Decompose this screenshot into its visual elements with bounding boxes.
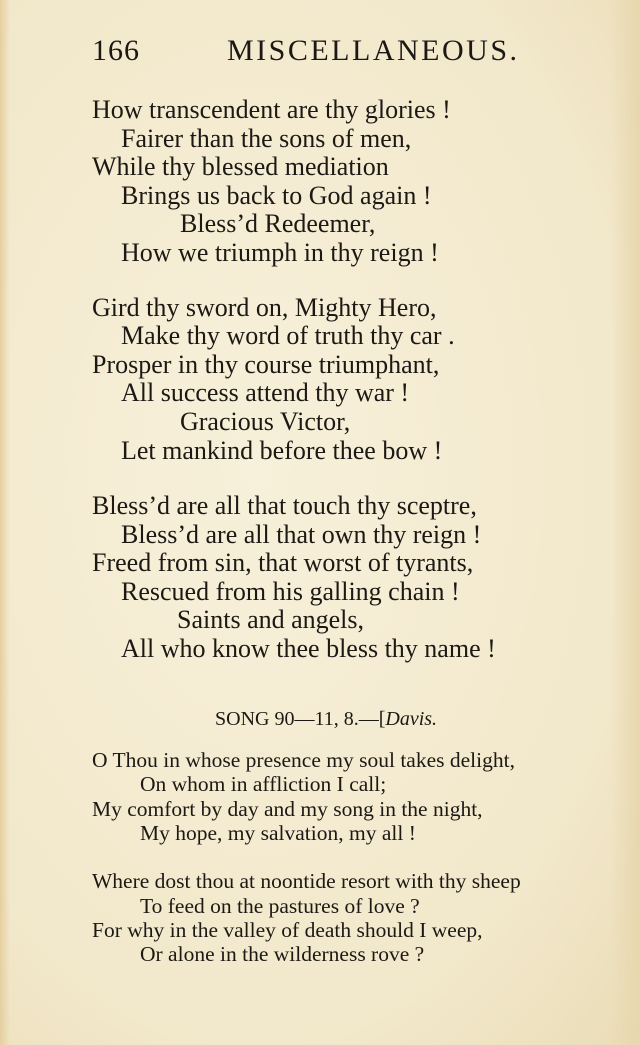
verse-line: How transcendent are thy glories ! [92,95,451,124]
page-header [92,34,580,74]
song-heading-text: SONG 90—11, 8.—[ [215,708,386,730]
verse-line: Gracious Victor, [180,407,351,436]
verse-line: Bless’d are all that own thy reign ! [121,520,482,549]
page-edge-right [610,0,640,1045]
verse-line: Bless’d are all that touch thy sceptre, [92,491,477,520]
verse-line: Or alone in the wilderness rove ? [140,942,425,966]
verse-line: On whom in affliction I call; [140,772,387,796]
verse-line: All who know thee bless thy name ! [121,634,496,663]
verse-line: Bless’d Redeemer, [180,209,376,238]
verse-line: Brings us back to God again ! [121,181,432,210]
verse-line: My comfort by day and my song in the night, [92,797,483,821]
verse-line: O Thou in whose presence my soul takes delight, [92,748,515,772]
page-number: 166 [92,34,140,67]
verse-line: Gird thy sword on, Mighty Hero, [92,293,437,322]
verse-line: Prosper in thy course triumphant, [92,350,440,379]
verse-line: Saints and angels, [177,605,365,634]
verse-line: Rescued from his galling chain ! [121,577,460,606]
verse-line: For why in the valley of death should I weep, [92,918,483,942]
verse-line: All success attend thy war ! [121,378,410,407]
verse-line: Let mankind before thee bow ! [121,436,443,465]
verse-line: While thy blessed mediation [92,152,389,181]
verse-line: Make thy word of truth thy car . [121,321,455,350]
composer-name: Davis. [385,708,438,730]
verse-line: Freed from sin, that worst of tyrants, [92,548,474,577]
page-edge-left [0,0,10,1045]
verse-line: To feed on the pastures of love ? [140,894,420,918]
verse-line: Where dost thou at noontide resort with thy sheep [92,869,521,893]
running-title: MISCELLANEOUS. [227,34,520,67]
verse-line: How we triumph in thy reign ! [121,238,439,267]
verse-line: My hope, my salvation, my all ! [140,821,416,845]
song-heading [215,708,437,731]
verse-line: Fairer than the sons of men, [121,124,412,153]
